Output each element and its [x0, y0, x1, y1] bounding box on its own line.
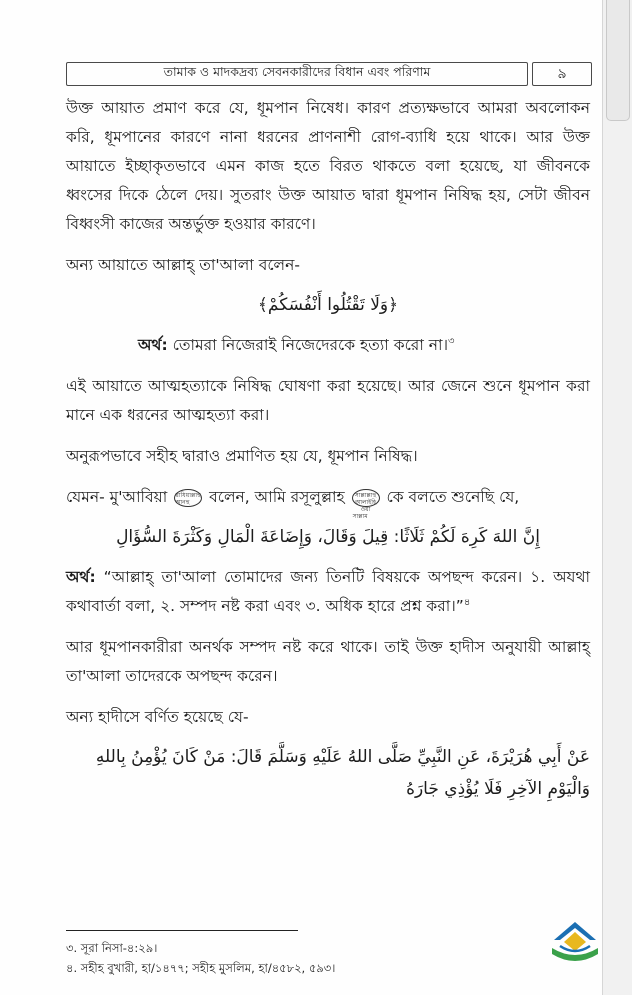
- main-text: [66, 94, 590, 815]
- paragraph-3: এই আয়াতে আত্মহত্যাকে নিষিদ্ধ ঘোষণা করা হয়েছে। আর জেনে শুনে ধূমপান করা মানে এক ধরনের আত্মহত্যা করা।: [66, 377, 590, 424]
- meaning-label: অর্থ:: [138, 336, 168, 354]
- footnote-ref-3[interactable]: ৩: [448, 335, 455, 347]
- hadith-arabic-2: عَنْ أَبِي هُرَيْرَةَ، عَنِ النَّبِيِّ صَلَّى اللهُ عَلَيْهِ وَسَلَّمَ قَالَ: مَنْ كَانَ يُؤْمِنُ بِاللهِ وَالْيَوْمِ الآخِرِ فَلَا يُؤْذِي جَارَهُ: [95, 747, 590, 799]
- paragraph-5: [66, 483, 590, 520]
- paragraph-1: উক্ত আয়াত প্রমাণ করে যে, ধূমপান নিষেধ। কারণ প্রত্যক্ষভাবে আমরা অবলোকন করি, ধূমপানের কারণে নানা ধরনের প্রাণনাশী রোগ-ব্যাধি হয়ে থাকে। আর উক্ত আয়াতে ইচ্ছাকৃতভাবে এমন কাজ হতে বিরত থাকতে বলা হয়েছে, যা জীবনকে ধ্বংসের দিকে ঠেলে দেয়। সুতরাং উক্ত আয়াত দ্বারা ধূমপান নিষিদ্ধ হয়, সেটা জীবন বিধ্বংসী কাজের অন্তর্ভুক্ত হওয়ার কারণে।: [66, 99, 590, 233]
- paragraph-6: আর ধূমপানকারীরা অনর্থক সম্পদ নষ্ট করে থাকে। তাই উক্ত হাদীস অনুযায়ী আল্লাহ্ তা'আলা তাদেরকে অপছন্দ করেন।: [66, 638, 590, 685]
- footnotes: [66, 938, 546, 978]
- hadith-arabic-1: إِنَّ اللهَ كَرِهَ لَكُمْ ثَلَاثًا: قِيلَ وَقَالَ، وَإِضَاعَةَ الْمَالِ وَكَثْرَةَ السُّؤَالِ: [116, 527, 540, 547]
- page-edge-strip: [602, 0, 632, 995]
- footnote-ref-4[interactable]: ৪: [463, 596, 471, 608]
- quran-ayah: ﴿وَلَا تَقْتُلُوا أَنْفُسَكُمْ﴾: [257, 295, 399, 315]
- page-number: ৯: [532, 62, 592, 86]
- paragraph-5-start: যেমন- মু'আবিয়া: [66, 488, 173, 506]
- paragraph-5-middle: বলেন, আমি রসূলুল্লাহ: [204, 488, 350, 506]
- radiallahu-seal-icon: রাযিয়াল্লাহু আনহু: [174, 489, 202, 507]
- sallallahu-seal-icon: সাল্লাল্লাহু আলাইহি ওয়া সাল্লাম: [352, 489, 380, 507]
- meaning-text: তোমরা নিজেরাই নিজেদেরকে হত্যা করো না।: [167, 336, 449, 354]
- footnote-divider: [66, 930, 298, 931]
- paragraph-4: অনুরূপভাবে সহীহ দ্বারাও প্রমাণিত হয় যে, ধূমপান নিষিদ্ধ।: [66, 447, 418, 465]
- running-header: [66, 62, 598, 88]
- header-title-box: [66, 62, 528, 86]
- publisher-logo-icon: [546, 918, 604, 970]
- footnote-4: ৪. সহীহ বুখারী, হা/১৪৭৭; সহীহ মুসলিম, হা/৪৫৮২, ৫৯৩।: [66, 961, 336, 975]
- footnote-3: ৩. সূরা নিসা-৪:২৯।: [66, 941, 158, 955]
- meaning-label-2: অর্থ:: [66, 568, 96, 586]
- bookmark-tab: [606, 0, 630, 121]
- paragraph-2: অন্য আয়াতে আল্লাহ্ তা'আলা বলেন-: [66, 256, 300, 274]
- paragraph-5-end: কে বলতে শুনেছি যে,: [381, 488, 520, 506]
- hadith-meaning: [66, 563, 590, 621]
- ayah-meaning: [66, 331, 590, 360]
- header-title: তামাক ও মাদকদ্রব্য সেবনকারীদের বিধান এবং পরিণাম: [163, 64, 431, 79]
- meaning-text-2: “আল্লাহ্ তা'আলা তোমাদের জন্য তিনটি বিষয়কে অপছন্দ করেন। ১. অযথা কথাবার্তা বলা, ২. সম্পদ নষ্ট করা এবং ৩. অধিক হারে প্রশ্ন করা।”: [66, 568, 590, 615]
- paragraph-7: অন্য হাদীসে বর্ণিত হয়েছে যে-: [66, 708, 249, 726]
